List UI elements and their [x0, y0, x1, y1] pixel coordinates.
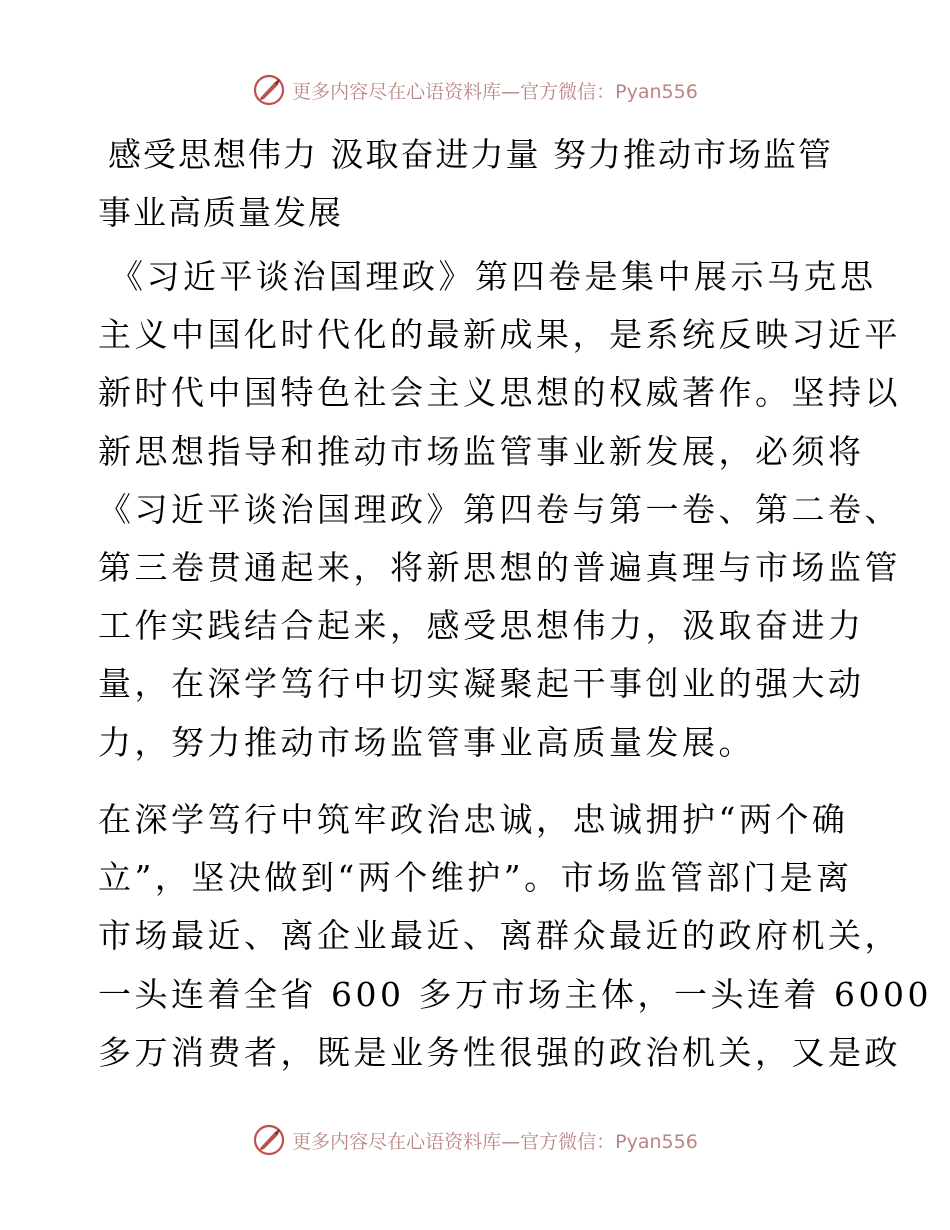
paragraph-line: 工作实践结合起来，感受思想伟力，汲取奋进力 — [98, 606, 865, 646]
paragraph-line: 新时代中国特色社会主义思想的权威著作。坚持以 — [98, 373, 901, 413]
document-title — [98, 126, 858, 242]
paragraph-line: 量，在深学笃行中切实凝聚起干事创业的强大动 — [98, 664, 865, 704]
quill-logo-icon — [252, 1123, 286, 1157]
footer-watermark — [0, 1120, 950, 1160]
paragraph-line: 《习近平谈治国理政》第四卷与第一卷、第二卷、 — [98, 489, 901, 529]
watermark-text: 更多内容尽在心语资料库—官方微信：Pyan556 — [292, 1130, 698, 1153]
paragraph-line: 多万消费者，既是业务性很强的政治机关，又是政 — [98, 1032, 901, 1072]
paragraph-line: 市场最近、离企业最近、离群众最近的政府机关， — [98, 916, 901, 956]
paragraph-line: 力，努力推动市场监管事业高质量发展。 — [98, 722, 755, 762]
paragraph-1 — [98, 248, 901, 772]
title-line-2: 事业高质量发展 — [98, 193, 343, 232]
paragraph-line: 《习近平谈治国理政》第四卷是集中展示马克思 — [110, 257, 877, 296]
paragraph-line: 在深学笃行中筑牢政治忠诚，忠诚拥护“两个确 — [98, 800, 849, 839]
watermark-text: 更多内容尽在心语资料库—官方微信：Pyan556 — [292, 80, 698, 103]
paragraph-line: 一头连着全省 600 多万市场主体，一头连着 6000 — [98, 974, 932, 1014]
header-watermark — [0, 70, 950, 110]
quill-logo-icon — [252, 73, 286, 107]
title-line-1: 感受思想伟力 汲取奋进力量 努力推动市场监管 — [108, 135, 833, 174]
paragraph-line: 第三卷贯通起来，将新思想的普遍真理与市场监管 — [98, 547, 901, 587]
paragraph-2 — [98, 791, 932, 1082]
paragraph-line: 立”，坚决做到“两个维护”。市场监管部门是离 — [98, 858, 853, 898]
paragraph-line: 新思想指导和推动市场监管事业新发展，必须将 — [98, 431, 865, 471]
paragraph-line: 主义中国化时代化的最新成果，是系统反映习近平 — [98, 315, 901, 355]
